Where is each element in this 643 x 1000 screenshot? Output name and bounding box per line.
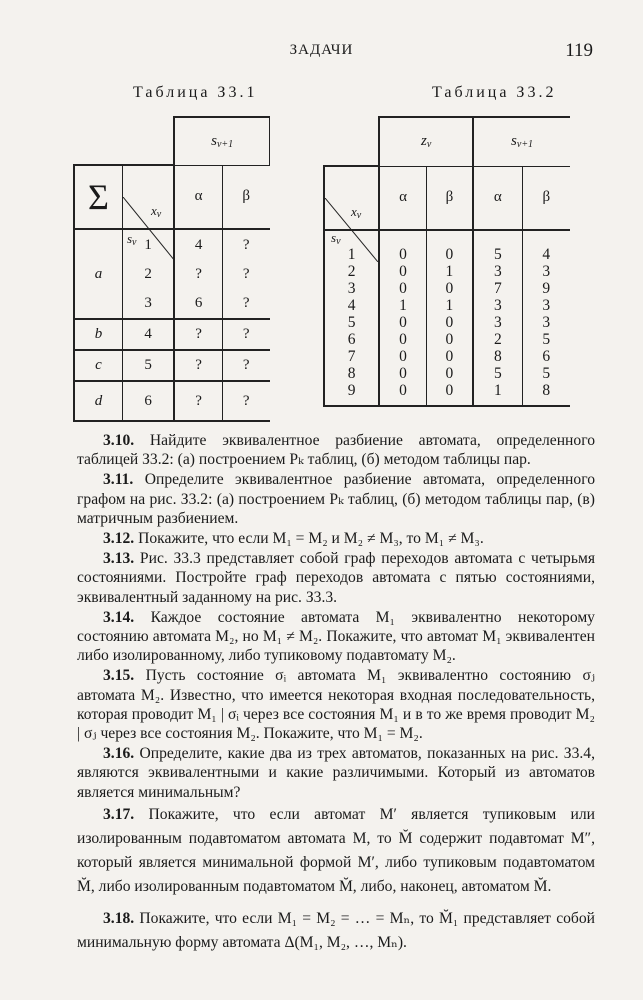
t1-cell: ? [222,319,269,350]
t1-cell: ? [174,350,222,381]
problem-item: 3.14. Каждое состояние автомата M₁ эквивалентно некоторому состоянию автомата M₂, но M₁ ≠ M₂. Покажите, что автомат M₁ эквивалентен либо изолированному, либо тупиковому подавтомату M₂. [77,608,595,665]
problem-item: 3.10. Найдите эквивалентное разбиение автомата, определенного таблицей З3.2: (а) построением Pₖ таблиц, (б) методом таблицы пар. [77,432,595,469]
problem-item: 3.12. Покажите, что если M₁ = M₂ и M₂ ≠ M₃, то M₁ ≠ M₃. [103,530,484,548]
problem-item: 3.17. Покажите, что если автомат M′ является тупиковым или изолированным подавтоматом автомата M, то M̆ содержит подавтомат M″, который является минимальной формой M′, либо тупиковым подавтоматом M̆, либо изолированным подавтоматом M̆, либо, наконец, автоматом M̆. [77,805,595,895]
problem-item: 3.18. Покажите, что если M₁ = M₂ = … = Mₙ, то M̆₁ представляет собой минимальную форму автомата Δ(M₁, M₂, …, Mₙ). [77,909,595,951]
t1-cell: 6 [122,381,174,421]
page-number: 119 [565,40,593,61]
problem-item: 3.13. Рис. З3.3 представляет собой граф переходов автомата с четырьмя состояниями. Постройте граф переходов автомата с пятью состояниями, эквивалентный заданному на рис. З3.3. [77,550,595,606]
t1-cell: 1 2 3 [122,229,174,319]
t2-next-state-header: s [511,133,517,150]
t2-col-z-beta: 0 1 0 1 0 0 0 0 0 [426,230,473,406]
t1-cell: ? [222,381,269,421]
t1-cell: ? ? ? [222,229,269,319]
t1-next-state-header: s [211,132,217,149]
t1-cell: ? [222,350,269,381]
t1-col-alpha: α [174,165,222,229]
t1-cell: ? [174,319,222,350]
t1-cell: 4 ? 6 [174,229,222,319]
t2-z-beta: β [426,166,473,230]
t1-group-a: a [74,229,122,319]
problem-item: 3.16. Определите, какие два из трех автоматов, показанных на рис. З3.4, являются эквивалентными и какие различимыми. Который из автоматов является минимальным? [77,745,595,801]
t1-cell: ? [174,381,222,421]
t1-sigma: Σ [74,165,122,229]
t2-col-state: 1 2 3 4 5 6 7 8 9 [324,230,379,406]
table2-caption: Таблица З3.2 [432,84,557,101]
running-head: ЗАДАЧИ [289,42,354,58]
problem-item: 3.15. Пусть состояние σᵢ автомата M₁ эквивалентно состоянию σⱼ автомата M₂. Известно, что имеется некоторая входная последовательность, которая проводит M₁ | σᵢ через все состояния M₁ и в то же время проводит M₂ | σⱼ через все состояния M₂. Покажите, что M₁ = M₂. [77,667,595,743]
table1-caption: Таблица З3.1 [133,84,258,101]
problem-item: 3.11. Определите эквивалентное разбиение автомата, определенного графом на рис. З3.2: (а) построением Pₖ таблиц, (б) методом таблицы пар, (в) матричным разбиением. [77,471,595,527]
t2-col-s-beta: 4 3 9 3 3 5 6 5 8 [522,230,570,406]
t1-cell: 4 [122,319,174,350]
table1: $s_{\nu+1}$ Σ $x_\nu$ $s_\nu$ α β a 1 2 3 4 ? 6 ? ? ? b 4 ? ? c 5 ? ? d 6 ? ? [73,116,270,422]
t1-group-d: d [74,381,122,421]
t1-cell: 5 [122,350,174,381]
t2-col-s-alpha: 5 3 7 3 3 2 8 5 1 [473,230,522,406]
table2: $z_\nu$ $s_{\nu+1}$ $x_\nu$ $s_\nu$ α β α β 1 2 3 4 5 6 7 8 9 0 0 0 1 0 0 0 0 0 0 1 0 1 0 0 0 0 0 5 3 7 3 3 2 8 5 1 4 3 9 3 3 5 6 5 8 [323,116,570,407]
t2-z-alpha: α [379,166,426,230]
t1-group-b: b [74,319,122,350]
t1-col-beta: β [222,165,269,229]
t2-s-alpha: α [473,166,522,230]
t2-s-beta: β [522,166,570,230]
t2-col-z-alpha: 0 0 0 1 0 0 0 0 0 [379,230,426,406]
t2-output-header: z [421,133,427,150]
problems-list [77,430,595,955]
t1-group-c: c [74,350,122,381]
